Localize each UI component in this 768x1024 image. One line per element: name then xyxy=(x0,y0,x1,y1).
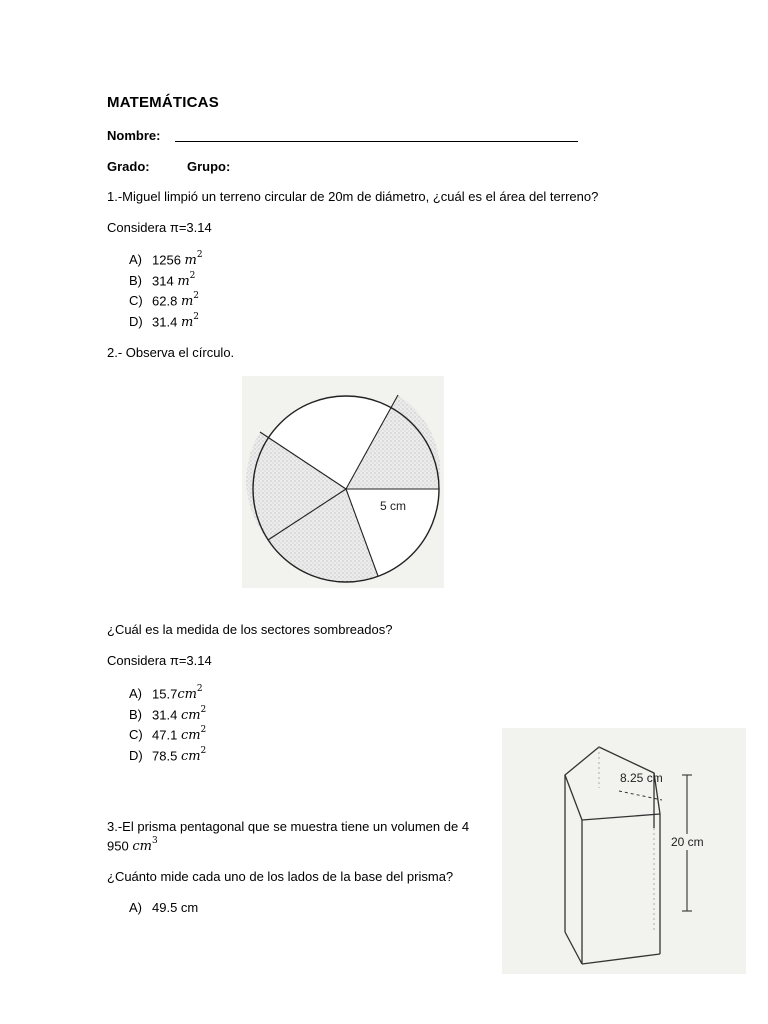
q3-question: ¿Cuánto mide cada uno de los lados de la base del prisma? xyxy=(107,869,454,884)
option-unit: $m^2$ xyxy=(184,250,203,269)
option-value: 1256 xyxy=(152,252,181,268)
q2-options xyxy=(129,681,206,763)
option-value: 31.4 xyxy=(152,706,178,722)
option-letter: A) xyxy=(129,252,142,268)
q3-prompt-line2 xyxy=(107,838,158,854)
option-unit: $cm^2$ xyxy=(180,745,207,764)
option-letter: B) xyxy=(129,272,142,288)
option-value: 47.1 xyxy=(152,727,178,743)
circle-figure xyxy=(242,376,444,588)
grado-label: Grado: xyxy=(107,159,150,174)
option-value: 78.5 xyxy=(152,747,178,763)
option-letter: A) xyxy=(129,686,142,702)
q2-option-d xyxy=(129,743,206,764)
option-unit: $m^2$ xyxy=(180,291,199,310)
q1-note: Considera π=3.14 xyxy=(107,220,212,235)
q2-option-c xyxy=(129,722,206,743)
q1-option-b xyxy=(129,268,203,289)
q2-question: ¿Cuál es la medida de los sectores sombreados? xyxy=(107,622,393,637)
apothem-line xyxy=(619,791,662,800)
q1-option-d xyxy=(129,309,203,330)
q3-option-a xyxy=(129,898,198,919)
q2-option-b xyxy=(129,702,206,723)
q1-option-c xyxy=(129,288,203,309)
option-letter: D) xyxy=(129,747,143,763)
q1-option-a xyxy=(129,247,203,268)
option-value: 15.7 xyxy=(152,686,178,702)
option-unit: $cm^2$ xyxy=(180,704,207,723)
option-letter: D) xyxy=(129,313,143,329)
option-unit: $cm^2$ xyxy=(180,725,207,744)
nombre-label: Nombre: xyxy=(107,128,161,143)
option-letter: C) xyxy=(129,293,143,309)
option-value: 31.4 xyxy=(152,313,178,329)
option-unit: $cm^2$ xyxy=(177,684,203,703)
option-unit: $m^2$ xyxy=(180,311,199,330)
option-value: 314 xyxy=(152,272,174,288)
option-letter: A) xyxy=(129,900,142,915)
prism-figure xyxy=(502,728,746,974)
side-length-label: 8.25 cm xyxy=(620,771,663,785)
page-title: MATEMÁTICAS xyxy=(107,94,219,111)
height-label: 20 cm xyxy=(671,835,704,849)
q2-prompt: 2.- Observa el círculo. xyxy=(107,345,235,360)
q1-options xyxy=(129,247,203,329)
option-value: 49.5 cm xyxy=(152,900,199,915)
radius-label: 5 cm xyxy=(380,499,407,513)
q3-volume-value: 950 xyxy=(107,838,129,854)
option-letter: C) xyxy=(129,727,143,743)
option-letter: B) xyxy=(129,706,142,722)
q2-option-a xyxy=(129,681,206,702)
grupo-label: Grupo: xyxy=(187,159,231,174)
q2-note: Considera π=3.14 xyxy=(107,653,212,668)
q3-options xyxy=(129,898,198,919)
q3-prompt-line1: 3.-El prisma pentagonal que se muestra tiene un volumen de 4 xyxy=(107,819,470,834)
q1-prompt: 1.-Miguel limpió un terreno circular de 20m de diámetro, ¿cuál es el área del terreno? xyxy=(107,189,599,204)
option-unit: $m^2$ xyxy=(177,270,196,289)
q3-volume-unit: $cm^3$ xyxy=(132,836,158,855)
nombre-field-line xyxy=(175,141,578,142)
option-value: 62.8 xyxy=(152,293,178,309)
